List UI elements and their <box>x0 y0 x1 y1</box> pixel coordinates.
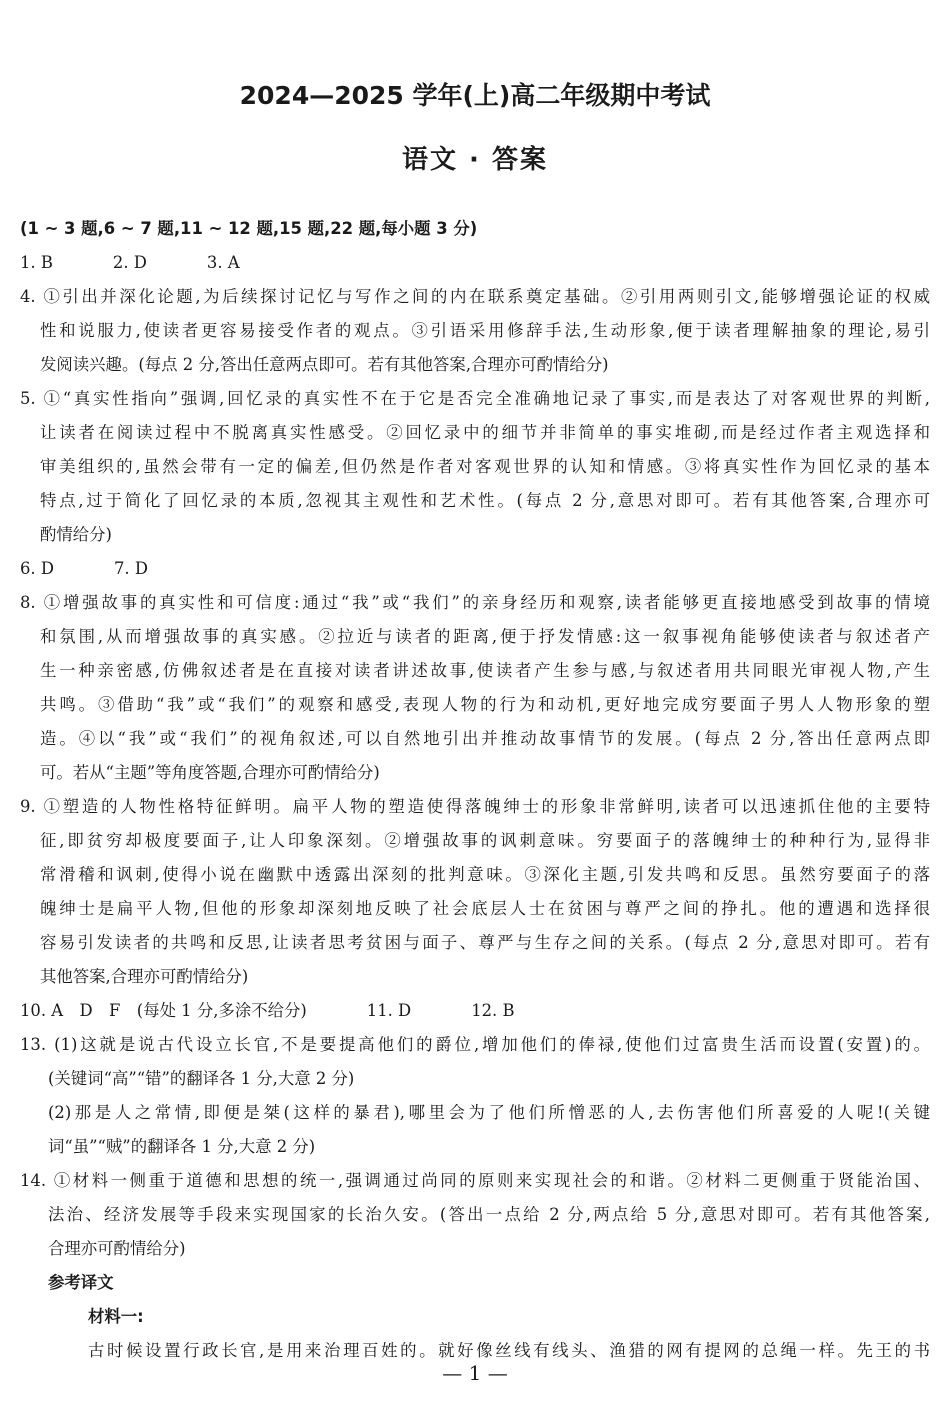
q4-line-3: 发阅读兴趣。(每点 2 分,答出任意两点即可。若有其他答案,合理亦可酌情给分) <box>40 355 609 374</box>
q8-line-5: 造。④以“我”或“我们”的视角叙述,可以自然地引出并推动故事情节的发展。(每点 2 分,答出任意两点即 <box>40 729 930 748</box>
translation-heading: 参考译文 <box>48 1273 114 1292</box>
answer-1: 1. B <box>20 253 53 272</box>
q13-line-3: (2)那是人之常情,即便是桀(这样的暴君),哪里会为了他们所憎恶的人,去伤害他们所喜爱的人呢!(关键 <box>48 1103 930 1122</box>
q5-line-2: 让读者在阅读过程中不脱离真实性感受。②回忆录中的细节并非简单的事实堆砌,而是经过作者主观选择和 <box>40 423 930 442</box>
answers-6-7 <box>20 552 930 586</box>
answer-10: 10. A D F (每处 1 分,多涂不给分) <box>20 1001 307 1020</box>
answers-10-12 <box>20 994 930 1028</box>
q14-line-1: 14. ①材料一侧重于道德和思想的统一,强调通过尚同的原则来实现社会的和谐。②材料二更侧重于贤能治国、 <box>20 1171 930 1190</box>
q9-line-6: 其他答案,合理亦可酌情给分) <box>40 967 249 986</box>
q9-line-3: 常滑稽和讽刺,使得小说在幽默中透露出深刻的批判意味。③深化主题,引发共鸣和反思。虽然穷要面子的落 <box>40 865 930 884</box>
q4-line-1: 4. ①引出并深化论题,为后续探讨记忆与写作之间的内在联系奠定基础。②引用两则引文,能够增强论证的权威 <box>20 287 930 306</box>
exam-subtitle: 语文 · 答案 <box>402 145 548 175</box>
material-one-label: 材料一: <box>88 1307 144 1326</box>
q9-line-1: 9. ①塑造的人物性格特征鲜明。扁平人物的塑造使得落魄绅士的形象非常鲜明,读者可以迅速抓住他的主要特 <box>20 797 930 816</box>
q5-line-1: 5. ①“真实性指向”强调,回忆录的真实性不在于它是否完全准确地记录了事实,而是表达了对客观世界的判断, <box>20 389 930 408</box>
q9-line-4: 魄绅士是扁平人物,但他的形象却深刻地反映了社会底层人士在贫困与尊严之间的挣扎。他的遭遇和选择很 <box>40 899 930 918</box>
page-number: — 1 — <box>442 1361 508 1385</box>
q8-line-4: 共鸣。③借助“我”或“我们”的观察和感受,表现人物的行为和动机,更好地完成穷要面子男人人物形象的塑 <box>40 695 930 714</box>
scoring-note: (1 ~ 3 题,6 ~ 7 题,11 ~ 12 题,15 题,22 题,每小题 3 分) <box>20 219 478 238</box>
q13-line-4: 词“虽”“贼”的翻译各 1 分,大意 2 分) <box>48 1137 316 1156</box>
q13-line-1: 13. (1)这就是说古代设立长官,不是要提高他们的爵位,增加他们的俸禄,使他们过富贵生活而设置(安置)的。 <box>20 1035 930 1054</box>
answer-11: 11. D <box>366 1001 412 1020</box>
q8-line-2: 和氛围,从而增强故事的真实感。②拉近与读者的距离,便于抒发情感:这一叙事视角能够使读者与叙述者产 <box>40 627 930 646</box>
q8-line-6: 可。若从“主题”等角度答题,合理亦可酌情给分) <box>40 763 380 782</box>
q9-line-5: 容易引发读者的共鸣和反思,让读者思考贫困与面子、尊严与生存之间的关系。(每点 2 分,意思对即可。若有 <box>40 933 930 952</box>
q14-line-2: 法治、经济发展等手段来实现国家的长治久安。(答出一点给 2 分,两点给 5 分,意思对即可。若有其他答案, <box>48 1205 930 1224</box>
q8-line-3: 生一种亲密感,仿佛叙述者是在直接对读者讲述故事,使读者产生参与感,与叙述者用共同眼光审视人物,产生 <box>40 661 930 680</box>
translation-text: 古时候设置行政长官,是用来治理百姓的。就好像丝线有线头、渔猎的网有提网的总绳一样。先王的书 <box>88 1341 930 1360</box>
q5-line-5: 酌情给分) <box>40 525 112 544</box>
q5-line-3: 审美组织的,虽然会带有一定的偏差,但仍然是作者对客观世界的认知和情感。③将真实性作为回忆录的基本 <box>40 457 930 476</box>
answers-1-3 <box>20 246 930 280</box>
exam-title: 2024—2025 学年(上)高二年级期中考试 <box>239 81 711 110</box>
q4-line-2: 性和说服力,使读者更容易接受作者的观点。③引语采用修辞手法,生动形象,便于读者理解抽象的理论,易引 <box>40 321 930 340</box>
answer-7: 7. D <box>114 559 148 578</box>
q5-line-4: 特点,过于简化了回忆录的本质,忽视其主观性和艺术性。(每点 2 分,意思对即可。若有其他答案,合理亦可 <box>40 491 930 510</box>
answer-12: 12. B <box>471 1001 515 1020</box>
q13-line-2: (关键词“高”“错”的翻译各 1 分,大意 2 分) <box>48 1069 355 1088</box>
answer-3: 3. A <box>206 253 240 272</box>
answer-content <box>20 212 930 1368</box>
answer-6: 6. D <box>20 559 54 578</box>
q8-line-1: 8. ①增强故事的真实性和可信度:通过“我”或“我们”的亲身经历和观察,读者能够更直接地感受到故事的情境 <box>20 593 930 612</box>
q14-line-3: 合理亦可酌情给分) <box>48 1239 186 1258</box>
q9-line-2: 征,即贫穷却极度要面子,让人印象深刻。②增强故事的讽刺意味。穷要面子的落魄绅士的种种行为,显得非 <box>40 831 930 850</box>
answer-2: 2. D <box>112 253 147 272</box>
